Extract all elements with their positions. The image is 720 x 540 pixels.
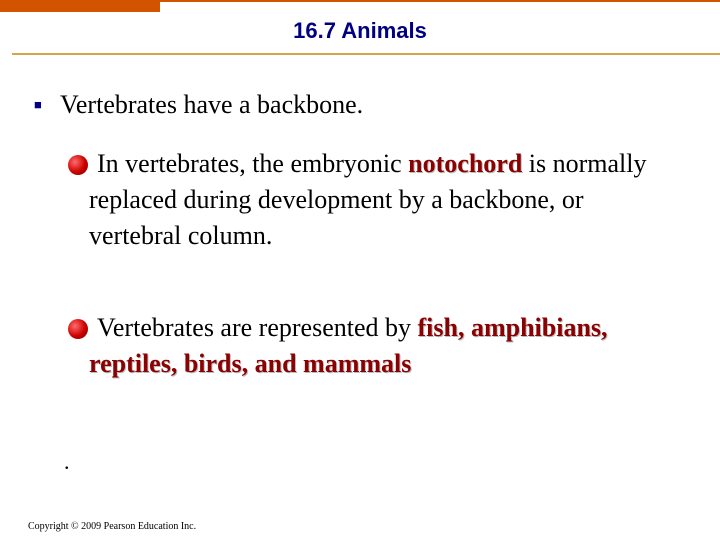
sub-point-2-before: Vertebrates are represented by — [97, 313, 418, 342]
top-accent-bar — [0, 0, 160, 12]
slide-title: 16.7 Animals — [293, 18, 427, 43]
title-divider — [12, 53, 720, 55]
sub-point-1-text — [62, 146, 682, 254]
stray-period: . — [64, 449, 70, 474]
sub-point-2-highlight: fish, amphibians, reptiles, birds, and mammals — [89, 313, 608, 378]
red-circle-bullet-icon — [68, 155, 88, 175]
sub-point-2-text — [62, 310, 682, 382]
top-rule-line — [160, 0, 720, 2]
main-point-prefix: Vertebrates — [60, 90, 177, 119]
copyright-notice: Copyright © 2009 Pearson Education Inc. — [28, 521, 197, 532]
sub-point-1-highlight: notochord — [408, 149, 523, 178]
sub-point-1-before: In vertebrates, the embryonic — [97, 149, 409, 178]
sub-bullet-point-1 — [62, 146, 682, 254]
sub-point-1-after: is normally replaced during development by a backbone, or vertebral column. — [89, 149, 647, 250]
red-circle-bullet-icon — [68, 319, 88, 339]
sub-bullet-point-2 — [62, 310, 682, 382]
square-bullet-icon: ■ — [34, 97, 42, 112]
main-point-suffix: have a backbone. — [176, 90, 364, 119]
main-point-text — [60, 88, 363, 122]
